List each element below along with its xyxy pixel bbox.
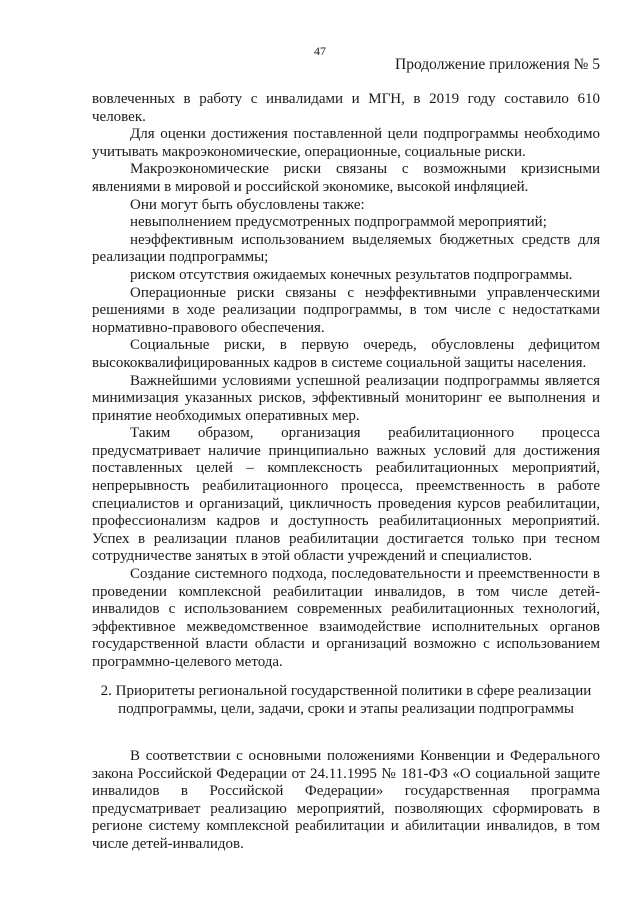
- paragraph: Операционные риски связаны с неэффективными управленческими решениями в ходе реализации подпрограммы, в том числе с недостатками нормативно-правового обеспечения.: [92, 284, 600, 336]
- section-body-text: [92, 748, 600, 854]
- paragraph: Создание системного подхода, последовательности и преемственности в проведении комплексной реабилитации инвалидов, в том числе детей-инвалидов с использованием современных реабилитационных технологий, эффективное межведомственное взаимодействие исполнительных органов государственной власти области и организаций возможно с использованием программно-целевого метода.: [92, 566, 600, 670]
- list-item: риском отсутствия ожидаемых конечных результатов подпрограммы.: [130, 266, 573, 283]
- paragraph: Таким образом, организация реабилитационного процесса предусматривает наличие принципиально важных условий для достижения поставленных целей – комплексность реабилитационных мероприятий, непрерывность реабилитационного процесса, преемственность в работе специалистов и организаций, цикличность проведения курсов реабилитации, профессионализм кадров и доступность реабилитационных мероприятий. Успех в реализации планов реабилитации достигается только при тесном сотрудничестве занятых в этой области учреждений и специалистов.: [92, 425, 600, 565]
- list-item: невыполнением предусмотренных подпрограммой мероприятий;: [130, 214, 547, 231]
- body-text: [92, 91, 600, 672]
- section-heading: [92, 683, 600, 718]
- appendix-continuation-note: Продолжение приложения № 5: [395, 56, 600, 73]
- paragraph: Социальные риски, в первую очередь, обусловлены дефицитом высококвалифицированных кадров в системе социальной защиты населения.: [92, 337, 600, 371]
- list-item: неэффективным использованием выделяемых бюджетных средств для реализации подпрограммы;: [92, 231, 600, 266]
- paragraph: В соответствии с основными положениями Конвенции и Федерального закона Российской Федерации от 24.11.1995 № 181-ФЗ «О социальной защите инвалидов в Российской Федерации» государственная программа предусматривает реализацию мероприятий, позволяющих сформировать в регионе систему комплексной реабилитации и абилитации инвалидов, в том числе детей-инвалидов.: [92, 748, 600, 852]
- paragraph: Важнейшими условиями успешной реализации подпрограммы является минимизация указанных рисков, эффективный мониторинг ее выполнения и принятие необходимых оперативных мер.: [92, 372, 600, 424]
- paragraph: Макроэкономические риски связаны с возможными кризисными явлениями в мировой и российской экономике, высокой инфляцией.: [92, 161, 600, 195]
- paragraph: Для оценки достижения поставленной цели подпрограммы необходимо учитывать макроэкономические, операционные, социальные риски.: [92, 126, 600, 160]
- section-heading-line: 2. Приоритеты региональной государственной политики в сфере реализации: [100, 683, 592, 699]
- paragraph: вовлеченных в работу с инвалидами и МГН, в 2019 году составило 610 человек.: [92, 91, 600, 125]
- page-number: 47: [314, 44, 326, 58]
- section-heading-line: подпрограммы, цели, задачи, сроки и этапы реализации подпрограммы: [118, 700, 574, 717]
- paragraph: Они могут быть обусловлены также:: [130, 196, 365, 213]
